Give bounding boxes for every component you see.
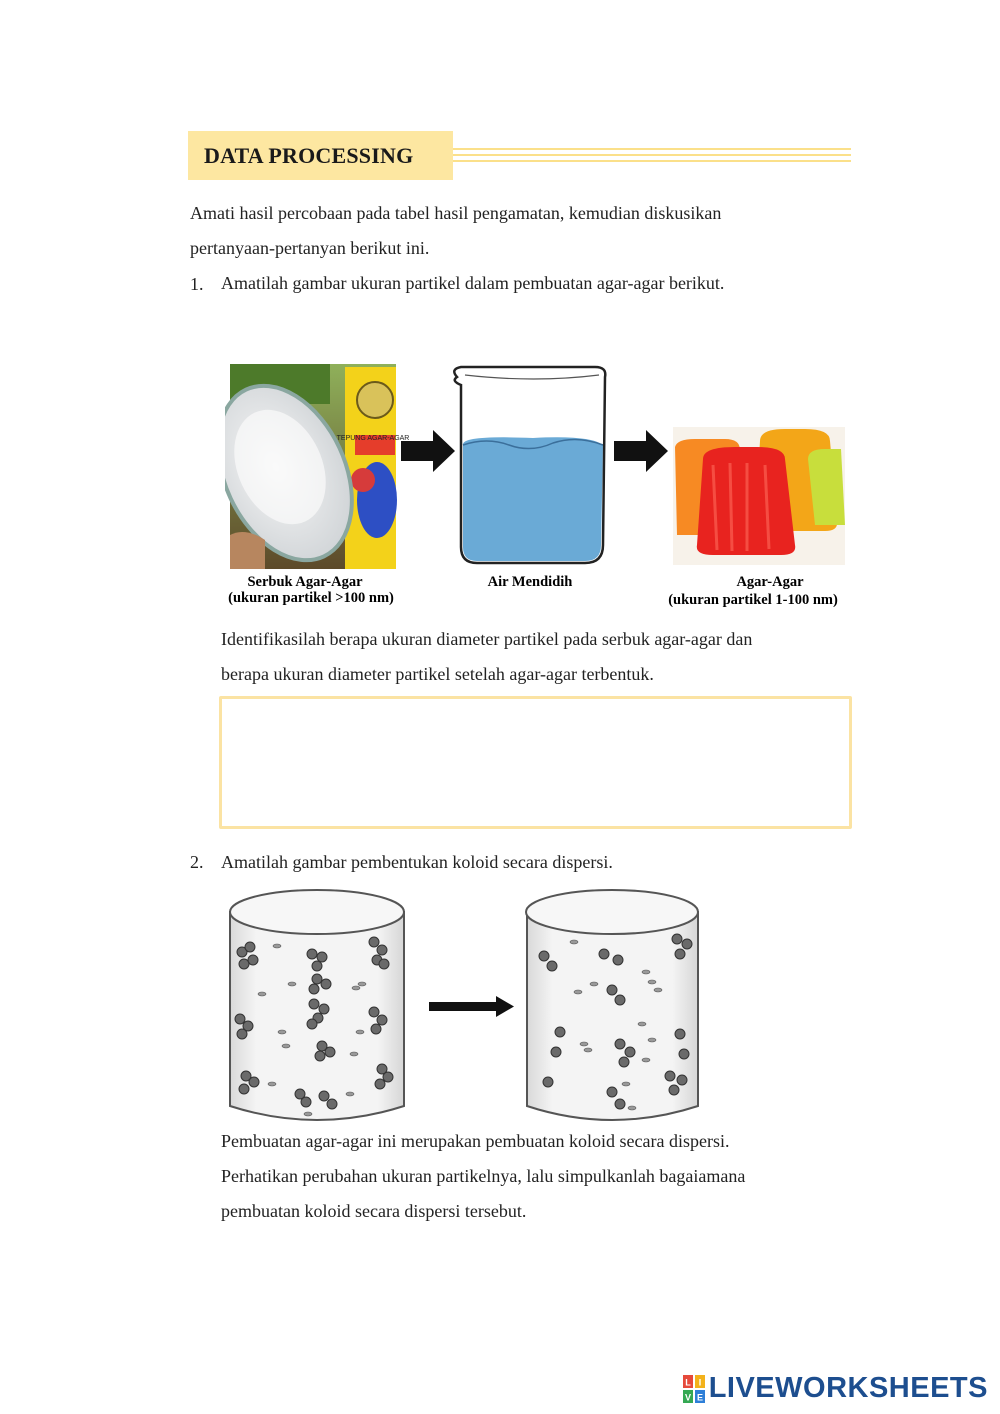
brand-name: LIVEWORKSHEETS bbox=[708, 1372, 988, 1404]
arrow-right-icon bbox=[429, 996, 514, 1017]
caption-jelly-1: Agar-Agar bbox=[736, 574, 804, 590]
badge-letter-v: V bbox=[684, 1392, 691, 1402]
q1-prompt-line-2: berapa ukuran diameter partikel setelah agar-agar terbentuk. bbox=[221, 664, 654, 684]
caption-powder-2: (ukuran partikel >100 nm) bbox=[228, 590, 394, 606]
badge-letter-l: L bbox=[684, 1377, 691, 1387]
q1-answer-field[interactable] bbox=[219, 696, 852, 829]
q2-line-1: Pembuatan agar-agar ini merupakan pembuatan koloid secara dispersi. bbox=[221, 1131, 730, 1151]
badge-letter-i: I bbox=[698, 1377, 701, 1387]
caption-jelly-2: (ukuran partikel 1-100 nm) bbox=[668, 592, 838, 608]
beaker-boiling-water bbox=[454, 367, 605, 563]
title-decoration bbox=[453, 148, 851, 162]
q1-number: 1. bbox=[190, 274, 204, 294]
q1-prompt-line-1: Identifikasilah berapa ukuran diameter partikel pada serbuk agar-agar dan bbox=[221, 629, 753, 649]
q2-line-2: Perhatikan perubahan ukuran partikelnya, lalu simpulkanlah bagaiamana bbox=[221, 1166, 746, 1186]
intro-line-1: Amati hasil percobaan pada tabel hasil pengamatan, kemudian diskusikan bbox=[190, 203, 722, 223]
intro-line-2: pertanyaan-pertanyan berikut ini. bbox=[190, 238, 430, 258]
caption-powder-1: Serbuk Agar-Agar bbox=[247, 574, 363, 590]
q1-text: Amatilah gambar ukuran partikel dalam pembuatan agar-agar berikut. bbox=[221, 273, 725, 293]
liveworksheets-logo bbox=[683, 1372, 988, 1405]
q2-text: Amatilah gambar pembentukan koloid secara dispersi. bbox=[221, 852, 613, 872]
caption-water: Air Mendidih bbox=[487, 574, 573, 590]
q2-number: 2. bbox=[190, 852, 204, 872]
cylinder-after bbox=[526, 890, 698, 1120]
package-label: TEPUNG AGAR-AGAR bbox=[336, 435, 410, 442]
dispersion-figure bbox=[222, 884, 712, 1129]
agar-process-figure bbox=[225, 355, 855, 615]
arrow-right-icon bbox=[614, 430, 668, 472]
live-badge-icon bbox=[683, 1375, 705, 1403]
agar-powder-photo bbox=[225, 364, 397, 582]
badge-letter-e: E bbox=[696, 1392, 703, 1402]
agar-jelly-photo bbox=[673, 427, 845, 565]
cylinder-before bbox=[230, 890, 404, 1120]
section-title: DATA PROCESSING bbox=[188, 131, 453, 180]
q2-line-3: pembuatan koloid secara dispersi tersebut. bbox=[221, 1201, 527, 1221]
